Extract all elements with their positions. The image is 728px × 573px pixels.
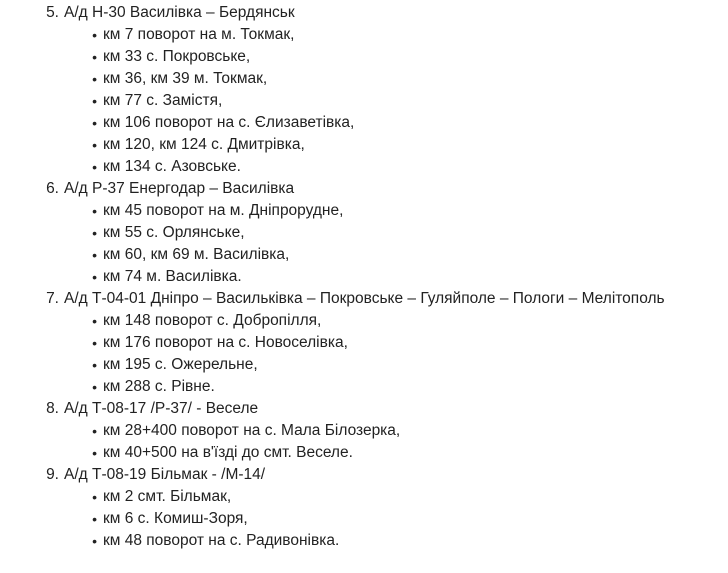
list-item bbox=[0, 24, 728, 46]
road-title: А/д Т-04-01 Дніпро – Васильківка – Покровське – Гуляйполе – Пологи – Мелітополь bbox=[64, 290, 665, 307]
points-list bbox=[0, 310, 728, 398]
point-text: км 134 с. Азовське. bbox=[103, 158, 241, 175]
point-text: км 28+400 поворот на с. Мала Білозерка, bbox=[103, 422, 401, 439]
road-heading bbox=[0, 178, 728, 200]
bullet-icon: • bbox=[92, 137, 97, 153]
point-text: км 60, км 69 м. Василівка, bbox=[103, 246, 290, 263]
list-item bbox=[0, 442, 728, 464]
roads-list bbox=[0, 2, 728, 552]
list-item bbox=[0, 134, 728, 156]
point-text: км 148 поворот с. Добропілля, bbox=[103, 312, 322, 329]
bullet-icon: • bbox=[92, 423, 97, 439]
point-text: км 2 смт. Більмак, bbox=[103, 488, 232, 505]
road-title: А/д Н-30 Василівка – Бердянськ bbox=[64, 4, 295, 21]
point-text: км 7 поворот на м. Токмак, bbox=[103, 26, 295, 43]
list-item bbox=[0, 68, 728, 90]
road-item bbox=[0, 398, 728, 464]
road-heading bbox=[0, 464, 728, 486]
road-heading bbox=[0, 398, 728, 420]
list-item bbox=[0, 156, 728, 178]
bullet-icon: • bbox=[92, 379, 97, 395]
document-body bbox=[0, 2, 728, 552]
bullet-icon: • bbox=[92, 489, 97, 505]
list-item bbox=[0, 112, 728, 134]
point-text: км 40+500 на в'їзді до смт. Веселе. bbox=[103, 444, 353, 461]
bullet-icon: • bbox=[92, 49, 97, 65]
bullet-icon: • bbox=[92, 335, 97, 351]
point-text: км 106 поворот на с. Єлизаветівка, bbox=[103, 114, 355, 131]
list-item bbox=[0, 420, 728, 442]
bullet-icon: • bbox=[92, 511, 97, 527]
points-list bbox=[0, 486, 728, 552]
point-text: км 55 с. Орлянське, bbox=[103, 224, 245, 241]
bullet-icon: • bbox=[92, 115, 97, 131]
bullet-icon: • bbox=[92, 203, 97, 219]
point-text: км 74 м. Василівка. bbox=[103, 268, 242, 285]
point-text: км 77 с. Замістя, bbox=[103, 92, 223, 109]
road-heading bbox=[0, 2, 728, 24]
list-item bbox=[0, 46, 728, 68]
list-item bbox=[0, 376, 728, 398]
list-item bbox=[0, 530, 728, 552]
point-text: км 120, км 124 с. Дмитрівка, bbox=[103, 136, 305, 153]
point-text: км 6 с. Комиш-Зоря, bbox=[103, 510, 248, 527]
road-item bbox=[0, 288, 728, 398]
bullet-icon: • bbox=[92, 159, 97, 175]
bullet-icon: • bbox=[92, 445, 97, 461]
road-heading bbox=[0, 288, 728, 310]
road-title: А/д Т-08-19 Більмак - /М-14/ bbox=[64, 466, 266, 483]
bullet-icon: • bbox=[92, 269, 97, 285]
bullet-icon: • bbox=[92, 313, 97, 329]
road-number: 9. bbox=[46, 466, 59, 483]
road-item bbox=[0, 464, 728, 552]
list-item bbox=[0, 266, 728, 288]
road-item bbox=[0, 178, 728, 288]
road-number: 8. bbox=[46, 400, 59, 417]
list-item bbox=[0, 200, 728, 222]
points-list bbox=[0, 200, 728, 288]
road-number: 7. bbox=[46, 290, 59, 307]
list-item bbox=[0, 244, 728, 266]
road-number: 6. bbox=[46, 180, 59, 197]
point-text: км 48 поворот на с. Радивонівка. bbox=[103, 532, 340, 549]
list-item bbox=[0, 332, 728, 354]
list-item bbox=[0, 90, 728, 112]
bullet-icon: • bbox=[92, 27, 97, 43]
road-title: А/д Р-37 Енергодар – Василівка bbox=[64, 180, 295, 197]
road-number: 5. bbox=[46, 4, 59, 21]
points-list bbox=[0, 24, 728, 178]
list-item bbox=[0, 486, 728, 508]
list-item bbox=[0, 310, 728, 332]
point-text: км 36, км 39 м. Токмак, bbox=[103, 70, 268, 87]
list-item bbox=[0, 222, 728, 244]
point-text: км 33 с. Покровське, bbox=[103, 48, 251, 65]
point-text: км 288 с. Рівне. bbox=[103, 378, 215, 395]
list-item bbox=[0, 354, 728, 376]
bullet-icon: • bbox=[92, 533, 97, 549]
point-text: км 45 поворот на м. Дніпрорудне, bbox=[103, 202, 344, 219]
road-title: А/д Т-08-17 /Р-37/ - Веселе bbox=[64, 400, 259, 417]
bullet-icon: • bbox=[92, 93, 97, 109]
bullet-icon: • bbox=[92, 247, 97, 263]
point-text: км 176 поворот на с. Новоселівка, bbox=[103, 334, 348, 351]
points-list bbox=[0, 420, 728, 464]
bullet-icon: • bbox=[92, 225, 97, 241]
bullet-icon: • bbox=[92, 71, 97, 87]
road-item bbox=[0, 2, 728, 178]
point-text: км 195 с. Ожерельне, bbox=[103, 356, 258, 373]
list-item bbox=[0, 508, 728, 530]
bullet-icon: • bbox=[92, 357, 97, 373]
